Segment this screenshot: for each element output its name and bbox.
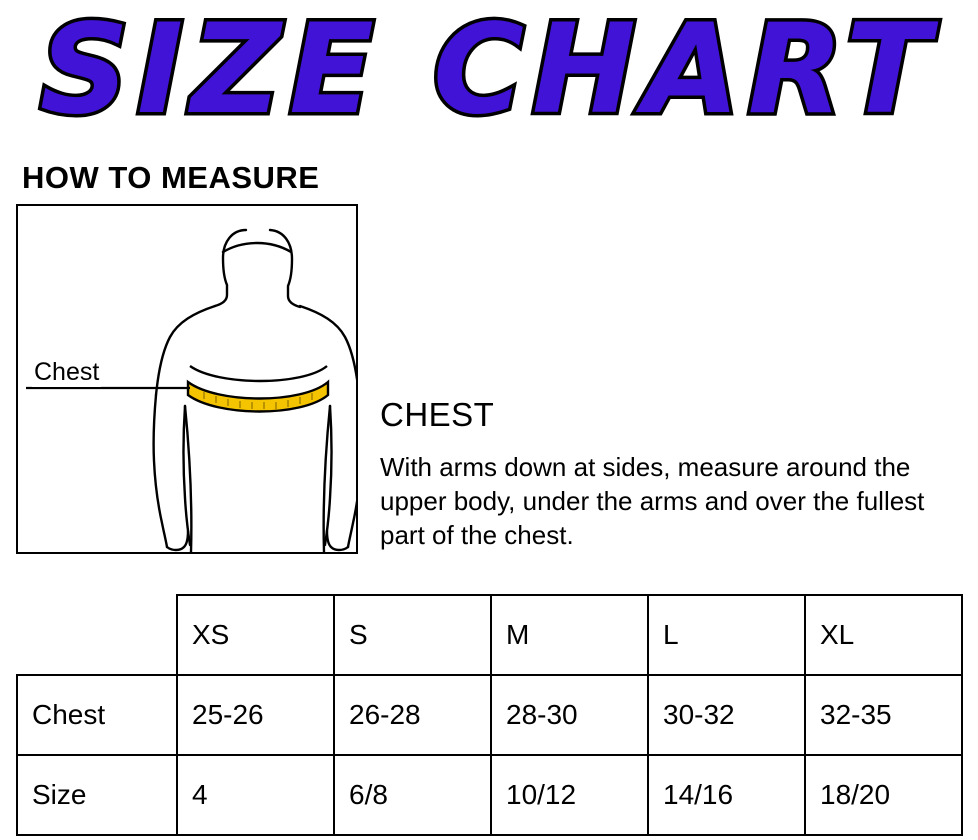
table-col-header-m: M — [491, 595, 648, 675]
chest-description-body: With arms down at sides, measure around the upper body, under the arms and over the fullest part of the chest. — [380, 452, 925, 550]
chest-tape-measure — [188, 366, 328, 412]
table-header-row — [17, 595, 962, 675]
table-cell-chest-xl: 32-35 — [805, 675, 962, 755]
table-row — [17, 755, 962, 835]
how-to-measure-heading: HOW TO MEASURE — [22, 160, 320, 195]
table-cell-size-l: 14/16 — [648, 755, 805, 835]
table-cell-size-m: 10/12 — [491, 755, 648, 835]
table-cell-chest-l: 30-32 — [648, 675, 805, 755]
table-cell-chest-xs: 25-26 — [177, 675, 334, 755]
table-row — [17, 675, 962, 755]
table-cell-size-s: 6/8 — [334, 755, 491, 835]
table-cell-chest-m: 28-30 — [491, 675, 648, 755]
table-col-header-xs: XS — [177, 595, 334, 675]
chest-description-heading: CHEST — [380, 396, 495, 433]
table-col-header-s: S — [334, 595, 491, 675]
table-cell-size-xs: 4 — [177, 755, 334, 835]
table-col-header-xl: XL — [805, 595, 962, 675]
table-cell-chest-s: 26-28 — [334, 675, 491, 755]
table-corner-cell — [17, 595, 177, 675]
table-cell-size-xl: 18/20 — [805, 755, 962, 835]
table-col-header-l: L — [648, 595, 805, 675]
table-row-label-chest: Chest — [17, 675, 177, 755]
size-table-wrapper — [16, 594, 962, 836]
page-title: SIZE CHART — [39, 0, 939, 142]
chest-measure-label: Chest — [34, 358, 100, 386]
size-table — [16, 594, 963, 836]
table-row-label-size: Size — [17, 755, 177, 835]
